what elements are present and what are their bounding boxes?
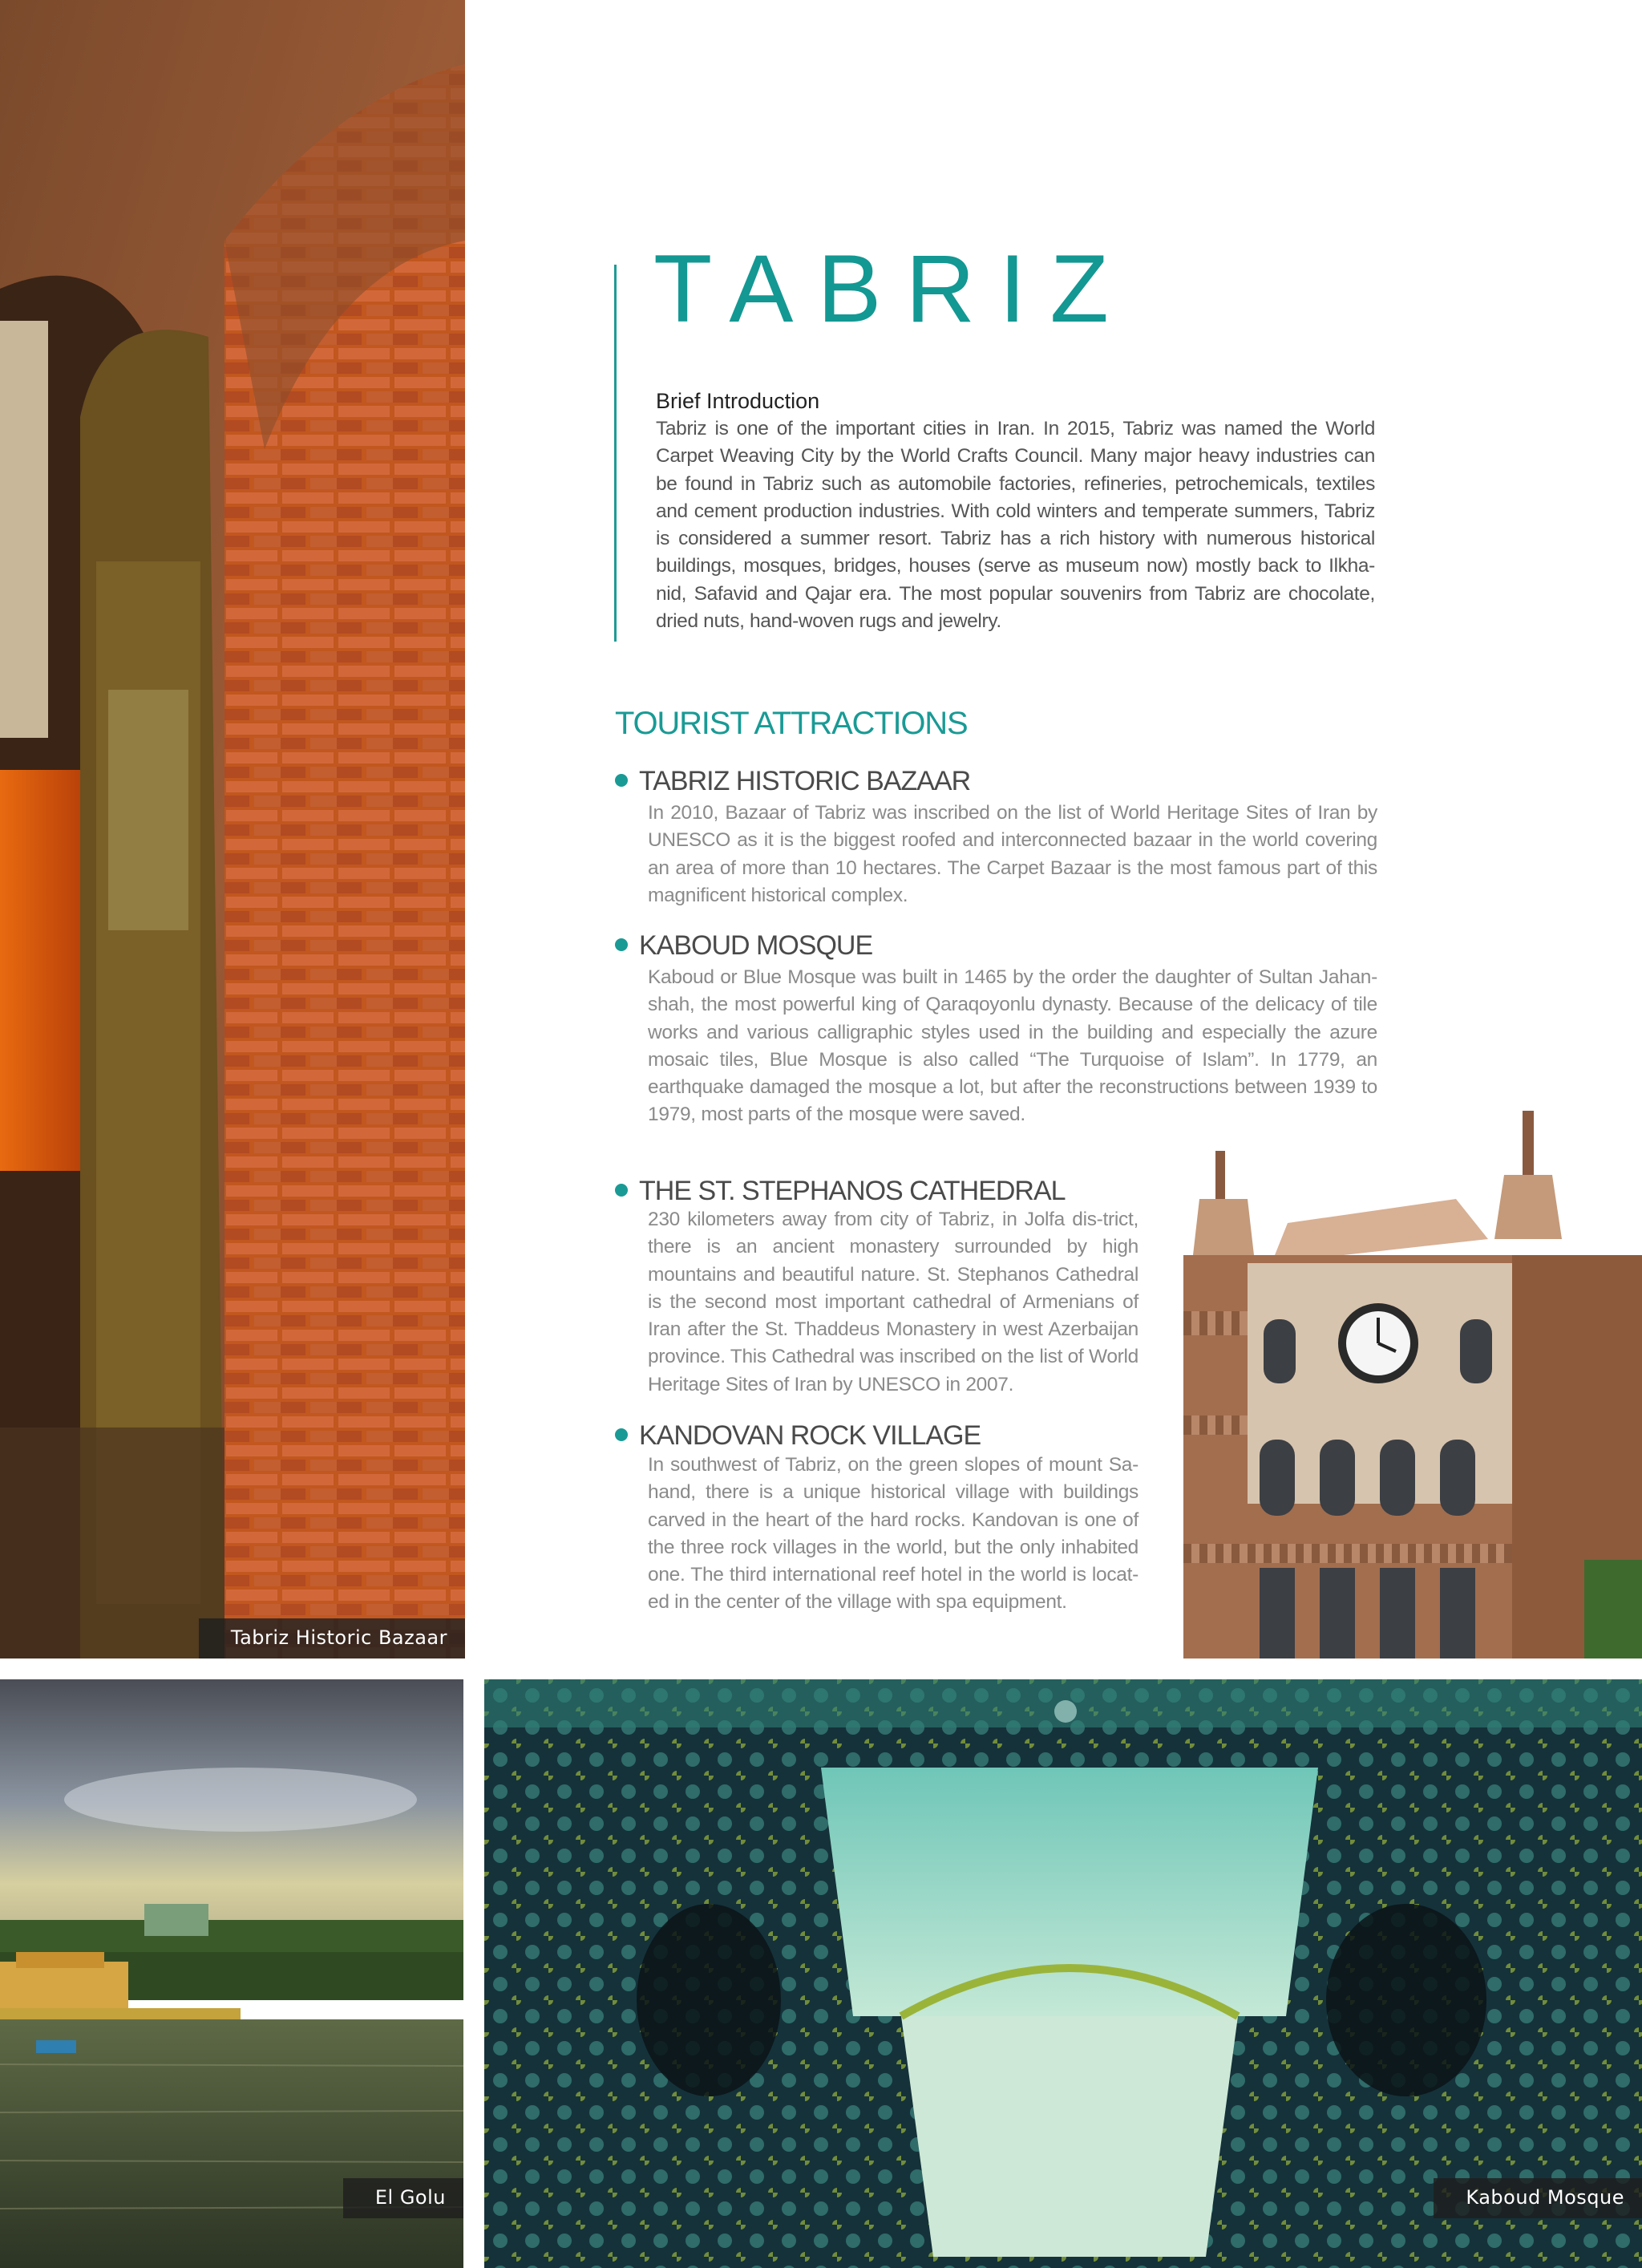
attraction-body-bazaar: In 2010, Bazaar of Tabriz was inscribed on the list of World Heritage Sites of Iran by UNESCO as it is the biggest roofed and interconnected bazaar in the world covering an area of more than 10 hectares. The Carpet Bazaar is the most famous part of this magnificent historical complex. xyxy=(648,802,1377,906)
page-title: TABRIZ xyxy=(653,235,1133,342)
accent-vertical-line xyxy=(614,265,617,642)
attraction-body-kaboud: Kaboud or Blue Mosque was built in 1465 by the order the daughter of Sultan Jahan-shah, the most powerful king of Qaraqoyonlu dynasty. Because of the delicacy of tile works and various calligraphic styles used in the building and especially the azure mosaic tiles, Blue Mosque is also called “The Turquoise of Islam”. In 1779, an earthquake damaged the mosque a lot, but after the reconstructions between 1939 to 1979, most parts of the mosque were saved. xyxy=(648,966,1377,1126)
intro-paragraph: Tabriz is one of the important cities in Iran. In 2015, Tabriz was named the World Carpet Weaving City by the World Crafts Council. Many major heavy industries can be found in Tabriz such as automobile factories, refineries, petrochemicals, textiles and cement production industries. With cold winters and temperate summers, Tabriz is considered a summer resort. Tabriz has a rich history with numerous historical buildings, mosques, bridges, houses (serve as museum now) mostly back to Ilkha-nid, Safavid and Qajar era. The most popular souvenirs from Tabriz are chocolate, dried nuts, hand-woven rugs and jewelry. xyxy=(656,418,1375,633)
attraction-body-stephanos: 230 kilometers away from city of Tabriz, in Jolfa dis-trict, there is an ancient monastery surrounded by high mountains and beautiful nature. St. Stephanos Cathedral is the second most important cathedral of Armenians of Iran after the St. Thaddeus Monastery in west Azerbaijan province. This Cathedral was inscribed on the list of World Heritage Sites of Iran by UNESCO in 2007. xyxy=(648,1209,1138,1395)
attraction-title-kaboud xyxy=(615,930,872,962)
el-golu-photo xyxy=(0,1679,463,2268)
kaboud-mosque-photo-caption: Kaboud Mosque xyxy=(1434,2178,1642,2218)
tourist-attractions-heading: TOURIST ATTRACTIONS xyxy=(615,706,968,741)
bazaar-photo xyxy=(0,0,465,1658)
attraction-title-bazaar xyxy=(615,766,970,797)
bazaar-photo-caption: Tabriz Historic Bazaar xyxy=(199,1618,465,1658)
attraction-title-kandovan xyxy=(615,1420,981,1452)
kaboud-mosque-photo xyxy=(484,1679,1642,2268)
intro-heading: Brief Introduction xyxy=(656,389,820,413)
attraction-title-text: KABOUD MOSQUE xyxy=(639,930,873,961)
bullet-icon xyxy=(615,938,628,951)
el-golu-photo-caption: El Golu xyxy=(343,2178,463,2218)
attraction-body-kandovan: In southwest of Tabriz, on the green slopes of mount Sa-hand, there is a unique historical village with buildings carved in the heart of the hard rocks. Kandovan is one of the three rock villages in the world, but the only inhabited one. The third international reef hotel in the world is locat-ed in the center of the village with spa equipment. xyxy=(648,1454,1138,1614)
attraction-title-text: KANDOVAN ROCK VILLAGE xyxy=(639,1420,981,1451)
clock-tower-photo xyxy=(1167,1111,1642,1658)
attraction-title-text: THE ST. STEPHANOS CATHEDRAL xyxy=(639,1176,1066,1206)
bullet-icon xyxy=(615,774,628,787)
bullet-icon xyxy=(615,1428,628,1441)
bullet-icon xyxy=(615,1184,628,1197)
attraction-title-text: TABRIZ HISTORIC BAZAAR xyxy=(639,766,971,796)
attraction-title-stephanos xyxy=(615,1176,1066,1207)
